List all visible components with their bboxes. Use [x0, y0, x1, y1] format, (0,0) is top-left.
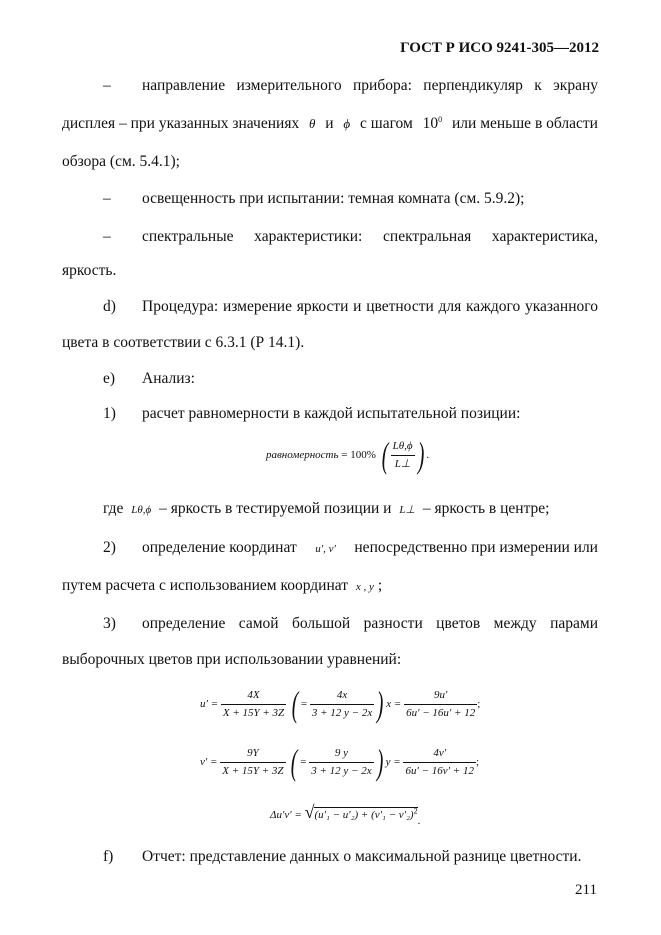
formula-lhs: u′ = [200, 698, 219, 710]
paragraph-line [142, 539, 598, 557]
fraction [404, 687, 477, 722]
luminance-center-symbol: L⊥ [399, 504, 416, 516]
sqrt-content: (u′₁ − u′₂) + (v′₁ − v′₂) [314, 809, 414, 821]
text-span: ; [377, 577, 383, 594]
text-span: где [103, 500, 124, 517]
exponent: 2 [413, 806, 418, 816]
paragraph-line: Процедура: измерение яркости и цветности для каждого указанного [142, 298, 598, 315]
list-marker: 2) [103, 539, 116, 556]
fraction [403, 745, 476, 780]
paragraph-line: цвета в соответствии с 6.3.1 (Р 14.1). [62, 334, 305, 351]
text-span: – яркость в центре; [422, 500, 550, 517]
text-span: или меньше в области [452, 115, 598, 133]
paragraph-line: выборочных цветов при использовании уравнений: [62, 651, 402, 668]
list-marker: f) [103, 848, 114, 865]
paragraph-line: Анализ: [142, 370, 195, 387]
paragraph-line: определение самой большой разности цветов между парами [142, 615, 598, 632]
list-marker: d) [103, 298, 116, 315]
page-number: 211 [575, 882, 597, 898]
list-marker: e) [103, 370, 116, 387]
text-span: путем расчета с использованием координат [62, 577, 348, 594]
paragraph-line [62, 577, 382, 595]
formula-end: . [426, 449, 430, 461]
paren-left: ( [290, 742, 298, 782]
degree-mark: 0 [438, 115, 443, 124]
numerator: 4x [310, 687, 374, 705]
fraction [391, 438, 415, 473]
denominator: L⊥ [394, 457, 411, 470]
uv-coords: u′, v′ [315, 543, 336, 555]
denominator: X + 15Y + 3Z [222, 764, 284, 777]
paren-right: ) [376, 742, 383, 782]
formula-uniformity [266, 437, 429, 473]
text-span: дисплея – при указанных значениях [62, 115, 300, 133]
list-dash: – [103, 190, 111, 207]
paragraph-line [62, 115, 598, 133]
phi-symbol: ϕ [343, 116, 351, 132]
text-span: непосредственно при измерении или [354, 539, 598, 556]
luminance-symbol: Lθ,ϕ [131, 504, 152, 516]
paragraph-line: спектральные характеристики: спектральная характеристика, [142, 228, 598, 245]
numerator: Lθ,ϕ [391, 438, 415, 456]
formula-lhs: равномерность [266, 449, 339, 461]
paragraph-line: расчет равномерности в каждой испытательной позиции: [142, 405, 521, 422]
theta-symbol: θ [309, 116, 316, 132]
formula-lhs: v′ = [200, 756, 218, 768]
numerator: 9 y [309, 745, 373, 763]
denominator: 6u′ − 16u′ + 12 [406, 706, 476, 719]
fraction [220, 745, 285, 780]
fraction [309, 745, 373, 780]
denominator: 3 + 12 y − 2x [311, 764, 372, 777]
step-value [423, 115, 443, 133]
paren-right: ) [376, 684, 384, 724]
document-header: ГОСТ Р ИСО 9241-305—2012 [400, 40, 599, 56]
equals: = [300, 698, 308, 710]
list-dash: – [103, 228, 111, 245]
list-marker: 1) [103, 405, 116, 422]
paren-right: ) [417, 435, 424, 475]
denominator: X + 15Y + 3Z [222, 706, 285, 719]
equals: = [300, 756, 307, 768]
text-span: с шагом [360, 115, 413, 133]
formula-v-prime [200, 744, 479, 780]
formula-end: ; [477, 698, 481, 710]
paragraph-line: освещенность при испытании: темная комната (см. 5.9.2); [142, 190, 525, 207]
list-dash: – [103, 77, 111, 94]
formula-mid: x = [386, 698, 402, 710]
paren-left: ( [291, 684, 299, 724]
formula-eq: = 100% [341, 449, 376, 461]
xy-coords: x , y [355, 581, 374, 593]
formula-mid: y = [385, 756, 401, 768]
sqrt-sign: √ [304, 802, 315, 822]
numerator: 4v′ [403, 745, 476, 763]
step-number: 10 [422, 115, 439, 133]
denominator: 3 + 12 y − 2x [311, 706, 373, 719]
fraction [310, 687, 374, 722]
formula-end: . [417, 815, 421, 827]
formula-u-prime [200, 686, 480, 722]
text-span: определение координат [142, 539, 297, 556]
text-span: – яркость в тестируемой позиции и [159, 500, 392, 517]
paragraph-line: Отчет: представление данных о максимальной разнице цветности. [142, 848, 582, 865]
numerator: 4X [221, 687, 286, 705]
numerator: 9u′ [404, 687, 477, 705]
paragraph-line: яркость. [62, 262, 117, 279]
formula-delta-uv [270, 802, 421, 827]
list-marker: 3) [103, 615, 116, 632]
paragraph-line: направление измерительного прибора: перпендикуляр к экрану [142, 77, 598, 94]
paren-left: ( [381, 435, 388, 475]
formula-end: ; [475, 756, 480, 768]
text-span: и [325, 115, 334, 133]
fraction [221, 687, 286, 722]
denominator: 6u′ − 16v′ + 12 [405, 764, 474, 777]
sqrt-body [314, 807, 417, 821]
paragraph-line: обзора (см. 5.4.1); [62, 153, 180, 170]
numerator: 9Y [220, 745, 285, 763]
paragraph-line [103, 500, 549, 518]
formula-lhs: Δu′v′ = [270, 809, 302, 821]
